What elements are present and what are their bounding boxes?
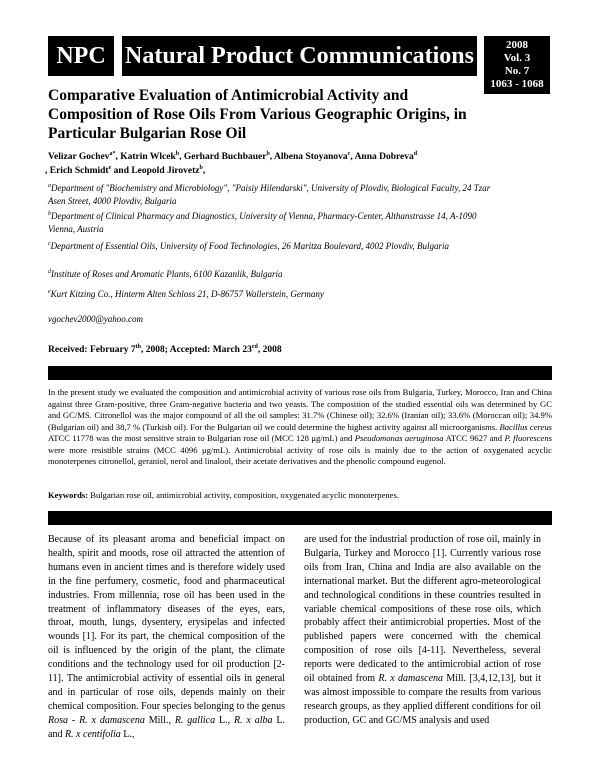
affiliation (48, 288, 498, 301)
species-name: R. x damascena (378, 673, 444, 685)
body-text: Because of its pleasant aroma and beneficial impact on health, spirit and moods, rose oil attracted the attention of humans even in ancient times and is therefore widely used in the fine perfumery, cosmetic, food and pharmaceutical industries. From millennia, rose oil has been used in the treatment of inflammatory diseases of the eyes, ears, throat, mouth, lungs, dysentery, erysipelas and infected wounds [1]. For its part, the chemical composition of the oil is influenced by the origin of the plant, the climate conditions and the technology used for oil production [2-11]. The antimicrobial activity of essential oils in general and in particular of rose oils, depends mainly on their chemical composition. Four species belonging to the genus (48, 534, 285, 712)
affiliation (48, 240, 498, 253)
author-sup: e (108, 164, 112, 171)
affiliation-sup: e (48, 289, 51, 295)
species-name: Rosa - R. x damascena (48, 714, 145, 726)
author-punct: , (202, 166, 206, 176)
author-name: , Erich Schmidt (45, 166, 109, 176)
keywords (48, 490, 552, 501)
author-sup: b (266, 150, 270, 157)
author-sup: c (347, 150, 351, 157)
issue-volume: Vol. 3 (503, 52, 531, 64)
issue-number: No. 7 (504, 65, 530, 77)
issue-info-box (484, 36, 550, 94)
author-sup: b (199, 164, 203, 171)
received-text: Received: February 7 (48, 345, 136, 355)
author-name: , Anna Dobreva (350, 152, 414, 162)
species-name: R. gallica (174, 714, 216, 726)
body-text: Mill. [3,4,12,13], but it was almost impossible to compare the results from various research groups, as they applied different conditions for oil production, GC and GC/MS analysis and used (304, 673, 541, 726)
affiliation-text: Institute of Roses and Aromatic Plants, 6100 Kazanlik, Bulgaria (51, 269, 283, 279)
author-list (45, 150, 498, 178)
affiliation-text: Department of Clinical Pharmacy and Diagnostics, University of Vienna, Pharmacy-Center, Althanstrasse 14, A-1090 Vienna, Austria (48, 211, 477, 234)
keywords-label: Keywords: (48, 490, 89, 500)
journal-logo-text: NPC (56, 42, 106, 69)
abstract-text: In the present study we evaluated the composition and antimicrobial activity of various rose oils from Bulgaria, Turkey, Morocco, Iran and China against three Gram-positive, three Gram-negative bacteria and two yeasts. The composition of the studied essential oils was determined by GC and GC/MS. Citronellol was the major compound of all the oil samples: 31.7% (Chinese oil); 32.6% (Iranian oil); 33.6% (Moroccan oil); 34.9% (Bulgarian oil) and 38,7 % (Turkish oil). For the Bulgarian oil we could determine the highest activity against all microorganisms. (48, 387, 552, 432)
abstract-text: ATCC 11778 was the most sensitive strain to Bulgarian rose oil (MCC 128 μg/mL) and (48, 433, 355, 443)
paper-title: Comparative Evaluation of Antimicrobial Activity and Composition of Rose Oils From Various Geographic Origins, in Particular Bulgarian Rose Oil (48, 87, 467, 142)
body-text: L., (120, 728, 135, 740)
affiliation (48, 182, 498, 208)
species-name: P. fluorescens (504, 433, 553, 443)
affiliation-sup: d (48, 269, 51, 275)
body-text: Mill., (144, 714, 175, 726)
keywords-text: Bulgarian rose oil, antimicrobial activity, composition, oxygenated acyclic monoterpenes. (88, 490, 399, 500)
body-column-right (304, 533, 541, 728)
affiliation-sup: c (48, 241, 51, 247)
affiliation-sup: a (48, 183, 51, 189)
species-name: Pseudomonas aeruginosa (354, 433, 444, 443)
body-text: L. and (48, 714, 286, 740)
journal-name: Natural Product Communications (125, 42, 474, 69)
author-sup: a* (109, 150, 116, 157)
abstract-text: ATCC 9627 and (443, 433, 505, 443)
author-sup: b (175, 150, 180, 157)
author-name: , Albena Stoyanova (269, 152, 348, 162)
body-column-left (48, 533, 285, 742)
author-name: Velizar Gochev (48, 152, 110, 162)
received-text: , 2008 (257, 345, 282, 355)
received-sup: th (135, 343, 141, 350)
author-name: , Gerhard Buchbauer (179, 152, 267, 162)
abstract (48, 387, 552, 468)
journal-name-banner (122, 36, 477, 76)
section-divider (48, 511, 552, 525)
received-text: , 2008; Accepted: March 23 (140, 345, 252, 355)
author-name: and Leopold Jirovetz (111, 166, 200, 176)
species-name: R. x centifolia (64, 728, 121, 740)
received-dates (48, 344, 282, 357)
body-text: L., (215, 714, 234, 726)
affiliation-text: Department of "Biochemistry and Microbiology", "Paisiy Hilendarski", University of Plovdiv, Biological Faculty, 24 Tzar Asen Street, 4000 Plovdiv, Bulgaria (48, 183, 491, 206)
abstract-text: were more resistible strains (MCC 4096 μg/mL). Antimicrobial activity of rose oils is mainly due to the action of oxygenated acyclic monoterpenes citronellol, geraniol, nerol and linalool, their acetate derivatives and the phenolic compound eugenol. (48, 444, 552, 466)
issue-year: 2008 (506, 39, 528, 51)
author-sup: d (413, 150, 418, 157)
affiliation-sup: b (48, 211, 51, 217)
affiliation-text: Kurt Kitzing Co., Hinterm Alten Schloss 21, D-86757 Wallerstein, Germany (50, 289, 324, 299)
body-text: are used for the industrial production of rose oil, mainly in Bulgaria, Turkey and Morocco [1]. Currently various rose oils from Iran, China and India are also available on the international market. But the different agro-meteorological and technological conditions in these countries resulted in variable chemical compositions of these rose oils, which probably affect their antimicrobial properties. Most of the published papers were concerned with the chemical composition of rose oils [4-11]. Nevertheless, several reports were dedicated to the antimicrobial action of rose oil obtained from (304, 534, 541, 685)
issue-pages: 1063 - 1068 (490, 78, 544, 90)
contact-email[interactable]: vgochev2000@yahoo.com (48, 314, 143, 324)
species-name: Bacillus cereus (499, 421, 552, 432)
species-name: R. x alba (233, 714, 273, 726)
affiliation (48, 268, 498, 281)
received-sup: rd (251, 343, 258, 350)
author-name: , Katrin Wlcek (115, 152, 176, 162)
affiliation (48, 210, 498, 236)
affiliation-text: Department of Essential Oils, University of Food Technologies, 26 Maritza Boulevard, 4002 Plovdiv, Bulgaria (50, 241, 450, 251)
journal-logo (48, 36, 114, 76)
section-divider (48, 366, 552, 380)
